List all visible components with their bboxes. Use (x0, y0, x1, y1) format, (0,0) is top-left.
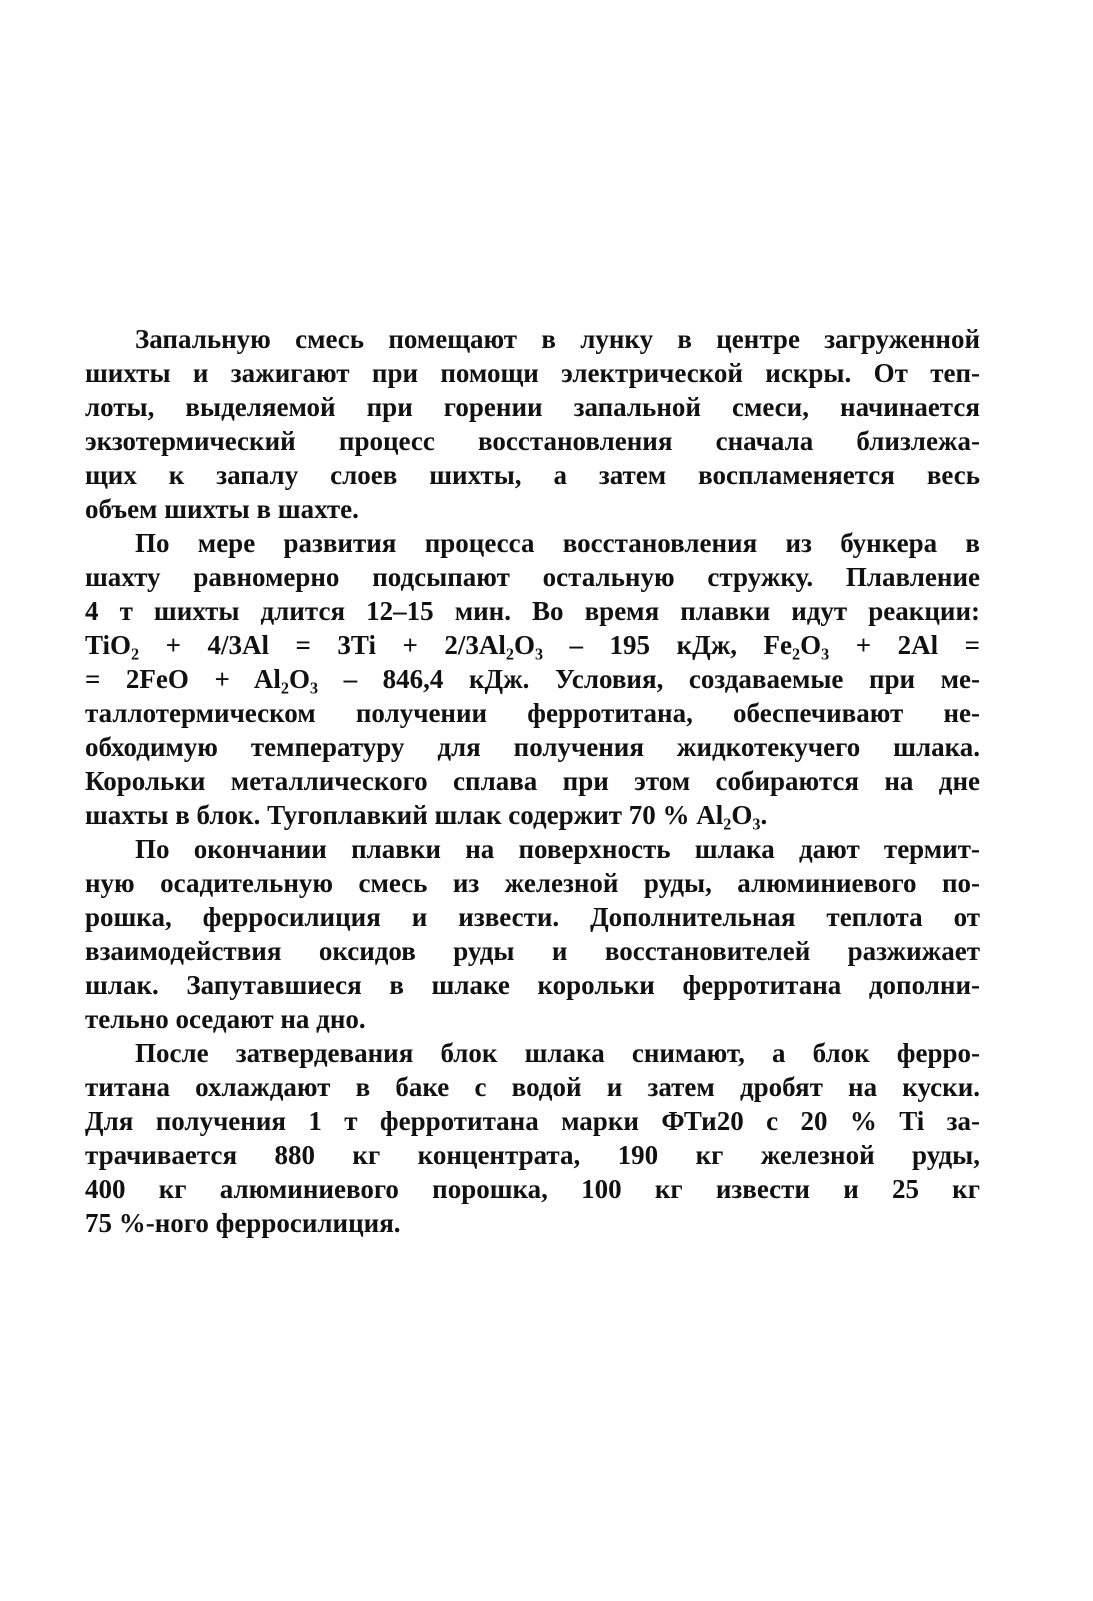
text-line: экзотермический процесс восстановления сначала близлежа- (85, 426, 980, 456)
paragraph-2 (85, 526, 980, 832)
paragraph-4 (85, 1036, 980, 1240)
text-line: лоты, выделяемой при горении запальной смеси, начинается (85, 392, 980, 422)
text-line: Запальную смесь помещают в лунку в центре загруженной (135, 324, 980, 354)
paragraph-3 (85, 832, 980, 1036)
text-line: 4 т шихты длится 12–15 мин. Во время плавки идут реакции: (85, 596, 980, 626)
text-line: шахты в блок. Тугоплавкий шлак содержит 70 % Al₂O₃. (85, 800, 768, 830)
page-body (85, 322, 980, 1240)
text-line: щих к запалу слоев шихты, а затем воспламеняется весь (85, 460, 980, 490)
text-line: По окончании плавки на поверхность шлака дают термит- (135, 834, 980, 864)
text-line: После затвердевания блок шлака снимают, а блок ферро- (135, 1038, 980, 1068)
text-line: 400 кг алюминиевого порошка, 100 кг извести и 25 кг (85, 1174, 980, 1204)
text-line: шихты и зажигают при помощи электрической искры. От теп- (85, 358, 980, 388)
text-line: По мере развития процесса восстановления из бункера в (135, 528, 980, 558)
reaction-line: TiO₂ + 4/3Al = 3Ti + 2/3Al₂O₃ – 195 кДж, Fe₂O₃ + 2Al = (85, 630, 980, 660)
text-line: взаимодействия оксидов руды и восстановителей разжижает (85, 936, 980, 966)
reaction-line: = 2FeO + Al₂O₃ – 846,4 кДж. Условия, создаваемые при ме- (85, 664, 980, 694)
text-line: рошка, ферросилиция и извести. Дополнительная теплота от (85, 902, 980, 932)
text-line: 75 %-ного ферросилиция. (85, 1208, 401, 1238)
text-line: объем шихты в шахте. (85, 494, 359, 524)
text-line: шлак. Запутавшиеся в шлаке корольки ферротитана дополни- (85, 970, 980, 1000)
text-line: обходимую температуру для получения жидкотекучего шлака. (85, 732, 980, 762)
text-line: тельно оседают на дно. (85, 1004, 366, 1034)
text-line: шахту равномерно подсыпают остальную стружку. Плавление (85, 562, 980, 592)
text-line: таллотермическом получении ферротитана, обеспечивают не- (85, 698, 980, 728)
text-line: трачивается 880 кг концентрата, 190 кг железной руды, (85, 1140, 980, 1170)
paragraph-1 (85, 322, 980, 526)
text-line: Для получения 1 т ферротитана марки ФТи20 с 20 % Ti за- (85, 1106, 980, 1136)
text-line: ную осадительную смесь из железной руды, алюминиевого по- (85, 868, 980, 898)
text-line: Корольки металлического сплава при этом собираются на дне (85, 766, 980, 796)
text-line: титана охлаждают в баке с водой и затем дробят на куски. (85, 1072, 980, 1102)
